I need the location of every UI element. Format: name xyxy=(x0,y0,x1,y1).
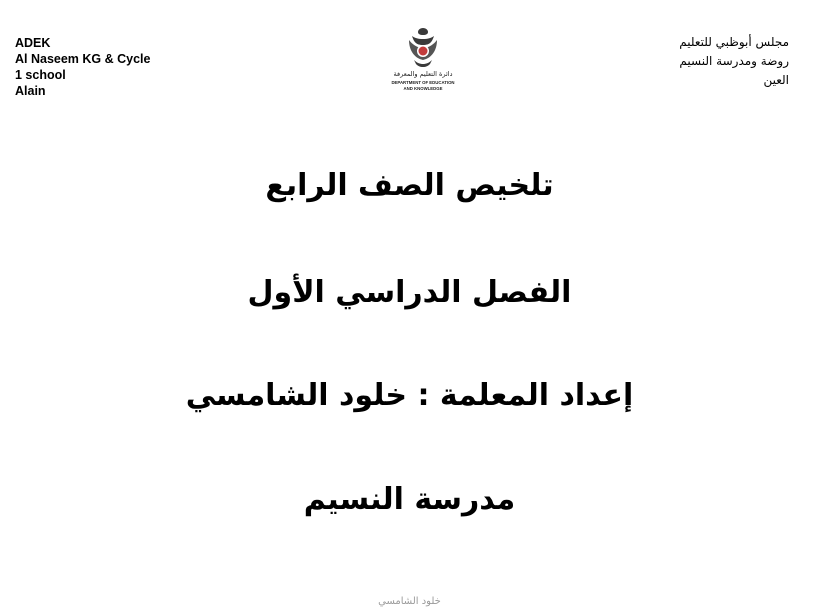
logo-english-line2: AND KNOWLEDGE xyxy=(403,86,443,91)
adek-falcon-emblem-icon xyxy=(378,26,468,96)
logo-english-line1: DEPARTMENT OF EDUCATION xyxy=(391,80,455,85)
adek-logo xyxy=(378,26,468,96)
document-title: تلخيص الصف الرابع xyxy=(265,168,554,203)
school-label: مدرسة النسيم xyxy=(303,482,516,517)
semester-label: الفصل الدراسي الأول xyxy=(247,275,572,310)
school-info-arabic xyxy=(679,33,789,90)
school-cycle: 1 school xyxy=(15,68,66,82)
school-name: Al Naseem KG & Cycle xyxy=(15,52,151,66)
footer-author: خلود الشامسي xyxy=(378,596,441,607)
school-name-arabic: روضة ومدرسة النسيم xyxy=(679,54,789,68)
logo-arabic-text: دائرة التعليم والمعرفة xyxy=(393,70,453,78)
prepared-by-label: إعداد المعلمة : خلود الشامسي xyxy=(185,378,634,413)
org-name: ADEK xyxy=(15,36,51,50)
city-name-arabic: العين xyxy=(763,73,789,87)
org-name-arabic: مجلس أبوظبي للتعليم xyxy=(679,35,789,49)
school-info-english xyxy=(15,35,150,99)
city-name: Alain xyxy=(15,84,46,98)
